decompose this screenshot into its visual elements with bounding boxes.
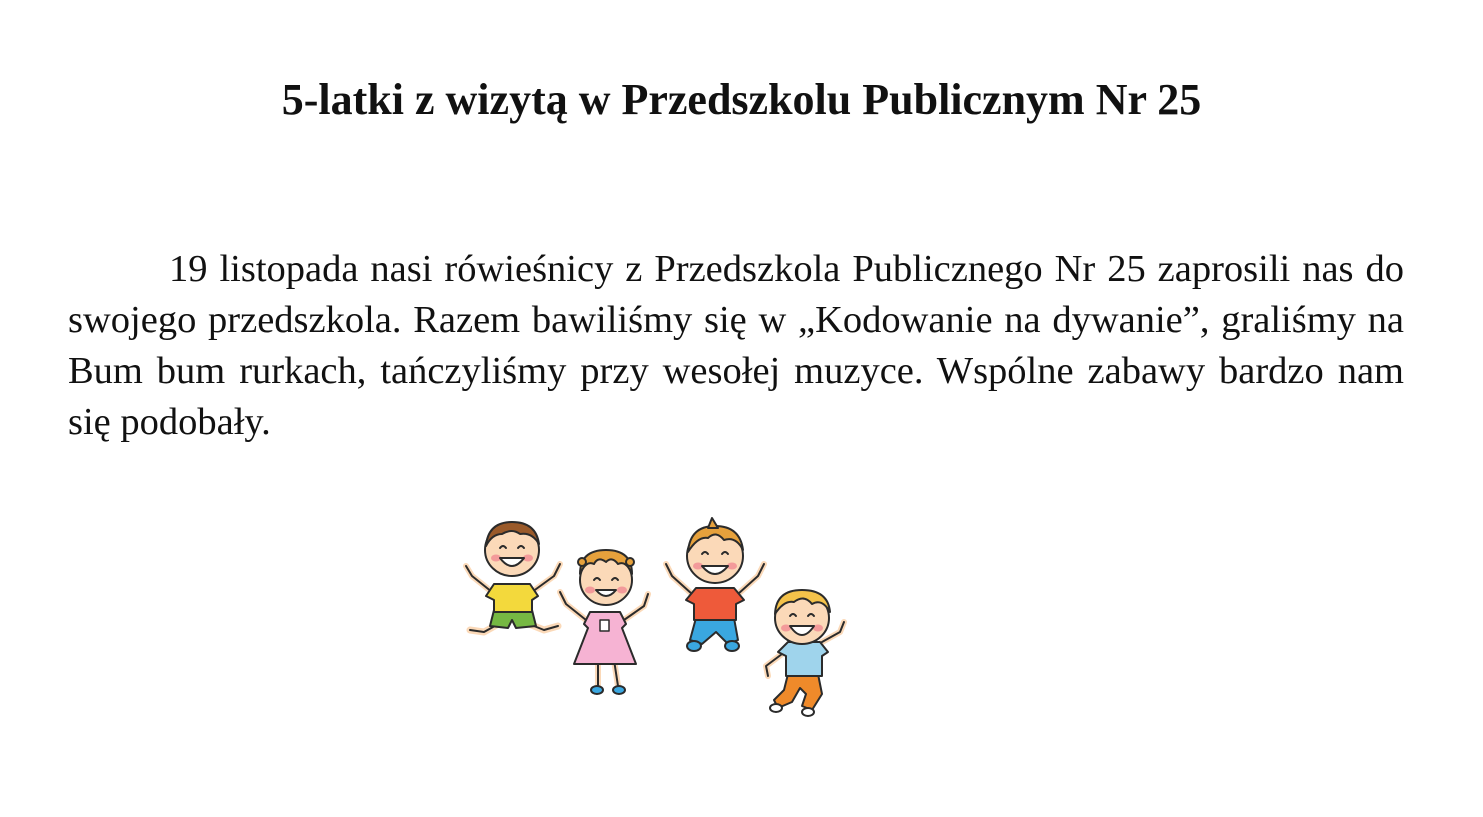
document-title: 5-latki z wizytą w Przedszkolu Publicznym Nr 25: [281, 75, 1202, 124]
child-2-figure: [560, 550, 648, 694]
child-3-figure: [666, 518, 764, 651]
child-4-figure: [766, 590, 844, 716]
happy-children-illustration: [462, 514, 854, 724]
document-paragraph: 19 listopada nasi rówieśnicy z Przedszkola Publicznego Nr 25 zaprosili nas do swojego przedszkola. Razem bawiliśmy się w „Kodowanie na dywanie”, graliśmy na Bum bum rurkach, tańczyliśmy przy wesołej muzyce. Wspólne zabawy bardzo nam się podobały.: [68, 248, 1404, 443]
child-1-figure: [466, 522, 560, 632]
